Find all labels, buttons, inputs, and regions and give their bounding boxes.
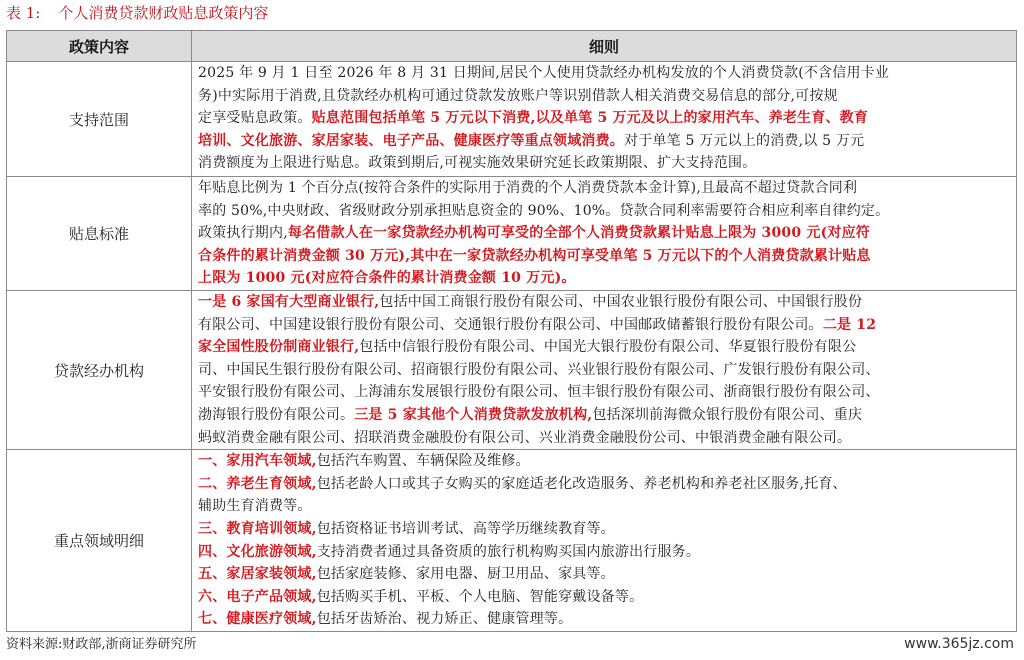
highlighted-text: 六、电子产品领域, (198, 588, 317, 605)
table-row (7, 450, 1017, 632)
highlighted-text: 四、文化旅游领域, (198, 543, 317, 560)
detail-line (198, 541, 1010, 564)
detail-text: 司、中国民生银行股份有限公司、招商银行股份有限公司、兴业银行股份有限公司、广发银行股份有限公司、 (198, 361, 880, 378)
table-number: 表 1: (6, 4, 41, 22)
detail-line (198, 177, 1010, 200)
row-label-subsidy-standard: 贴息标准 (7, 177, 192, 291)
table-title (6, 2, 268, 24)
detail-line (198, 222, 1010, 245)
policy-table (6, 30, 1017, 632)
table-row (7, 177, 1017, 291)
detail-text: 政策执行期内, (198, 225, 288, 242)
table-title-text: 个人消费贷款财政贴息政策内容 (58, 4, 269, 22)
highlighted-text: 三、教育培训领域, (198, 520, 317, 537)
highlighted-text: 五、家居家装领域, (198, 566, 317, 583)
detail-line (198, 62, 1010, 85)
highlighted-text: 三是 5 家其他个人消费贷款发放机构, (354, 406, 593, 423)
detail-text: 务)中实际用于消费,且贷款经办机构可通过贷款发放账户等识别借款人相关消费交易信息的部分,可按规 (198, 87, 838, 104)
detail-line (198, 608, 1010, 631)
detail-line (198, 336, 1010, 359)
detail-text: 率的 50%,中央财政、省级财政分别承担贴息资金的 90%、10%。贷款合同利率需要符合相应利率自律约定。 (198, 202, 890, 219)
row-detail-scope (192, 62, 1017, 177)
row-label-lending-institutions: 贷款经办机构 (7, 290, 192, 449)
highlighted-text: 家全国性股份制商业银行, (198, 339, 360, 356)
detail-line (198, 450, 1010, 473)
table-row (7, 290, 1017, 449)
detail-text: 蚂蚁消费金融有限公司、招联消费金融股份有限公司、兴业消费金融股份公司、中银消费金融有限公司。 (198, 429, 852, 446)
detail-line (198, 427, 1010, 450)
highlighted-text: 七、健康医疗领域, (198, 611, 317, 628)
detail-line (198, 473, 1010, 496)
highlighted-text: 合条件的累计消费金额 30 万元),其中在一家贷款经办机构可享受单笔 5 万元以下的个人消费贷款累计贴息 (198, 247, 871, 264)
detail-text: 包括中信银行股份有限公司、中国光大银行股份有限公司、华夏银行股份有限公 (359, 339, 857, 356)
row-label-scope: 支持范围 (7, 62, 192, 177)
detail-line (198, 267, 1010, 290)
table-row (7, 62, 1017, 177)
detail-text: 包括牙齿矫治、视力矫正、健康管理等。 (316, 611, 573, 628)
highlighted-text: 一、家用汽车领域, (198, 453, 317, 470)
detail-line (198, 359, 1010, 382)
table-header-row (7, 31, 1017, 62)
row-detail-subsidy-standard (192, 177, 1017, 291)
detail-text: 年贴息比例为 1 个百分点(按符合条件的实际用于消费的个人消费贷款本金计算),且最高不超过贷款合同利 (198, 180, 858, 196)
detail-text: 渤海银行股份有限公司。 (198, 406, 355, 423)
detail-text: 包括老龄人口或其子女购买的家庭适老化改造服务、养老机构和养老社区服务,托育、 (316, 475, 847, 492)
row-label-key-areas: 重点领域明细 (7, 450, 192, 632)
highlighted-text: 每名借款人在一家贷款经办机构可享受的全部个人消费贷款累计贴息上限为 3000 元(对应符 (287, 225, 870, 242)
detail-line (198, 152, 1010, 175)
detail-text: 定享受贴息政策。 (198, 110, 312, 127)
highlighted-text: 二是 12 (822, 316, 877, 333)
detail-line (198, 518, 1010, 541)
highlighted-text: 二、养老生育领域, (198, 475, 317, 492)
detail-text: 辅助生育消费等。 (198, 498, 312, 515)
detail-line (198, 130, 1010, 153)
detail-text: 包括家庭装修、家用电器、厨卫用品、家具等。 (316, 566, 615, 583)
detail-text: 有限公司、中国建设银行股份有限公司、交通银行股份有限公司、中国邮政储蓄银行股份有限公司。 (198, 316, 823, 333)
detail-text: 2025 年 9 月 1 日至 2026 年 8 月 31 日期间,居民个人使用贷款经办机构发放的个人消费贷款(不含信用卡业 (198, 65, 890, 81)
detail-line (198, 563, 1010, 586)
row-detail-key-areas (192, 450, 1017, 632)
detail-text: 包括中国工商银行股份有限公司、中国农业银行股份有限公司、中国银行股份 (379, 293, 863, 310)
detail-text: 消费额度为上限进行贴息。政策到期后,可视实施效果研究延长政策期限、扩大支持范围。 (198, 155, 757, 172)
highlighted-text: 一是 6 家国有大型商业银行, (198, 293, 380, 310)
source-note: 资料来源:财政部,浙商证券研究所 (6, 637, 197, 652)
detail-line (198, 85, 1010, 108)
detail-line (198, 404, 1010, 427)
detail-text: 平安银行股份有限公司、上海浦东发展银行股份有限公司、恒丰银行股份有限公司、浙商银行股份有限公司、 (198, 384, 880, 401)
detail-text: 包括购买手机、平板、个人电脑、智能穿戴设备等。 (316, 588, 644, 605)
detail-line (198, 586, 1010, 609)
header-details: 细则 (192, 31, 1017, 62)
detail-line (198, 245, 1010, 268)
row-detail-lending-institutions (192, 290, 1017, 449)
header-policy-content: 政策内容 (7, 31, 192, 62)
detail-text: 包括资格证书培训考试、高等学历继续教育等。 (316, 520, 615, 537)
highlighted-text: 培训、文化旅游、家居家装、电子产品、健康医疗等重点领域消费。 (198, 132, 624, 149)
highlighted-text: 上限为 1000 元(对应符合条件的累计消费金额 10 万元)。 (198, 270, 576, 287)
watermark: www.365jz.com (904, 636, 1014, 652)
detail-line (198, 200, 1010, 223)
detail-text: 对于单笔 5 万元以上的消费,以 5 万元 (624, 132, 865, 149)
detail-line (198, 107, 1010, 130)
detail-text: 包括汽车购置、车辆保险及维修。 (316, 453, 530, 470)
detail-text: 包括深圳前海微众银行股份有限公司、重庆 (592, 406, 863, 423)
detail-line (198, 314, 1010, 337)
detail-line (198, 291, 1010, 314)
highlighted-text: 贴息范围包括单笔 5 万元以下消费,以及单笔 5 万元及以上的家用汽车、养老生育、教育 (311, 110, 869, 127)
detail-line (198, 381, 1010, 404)
detail-text: 支持消费者通过具备资质的旅行机构购买国内旅游出行服务。 (316, 543, 701, 560)
detail-line (198, 495, 1010, 518)
